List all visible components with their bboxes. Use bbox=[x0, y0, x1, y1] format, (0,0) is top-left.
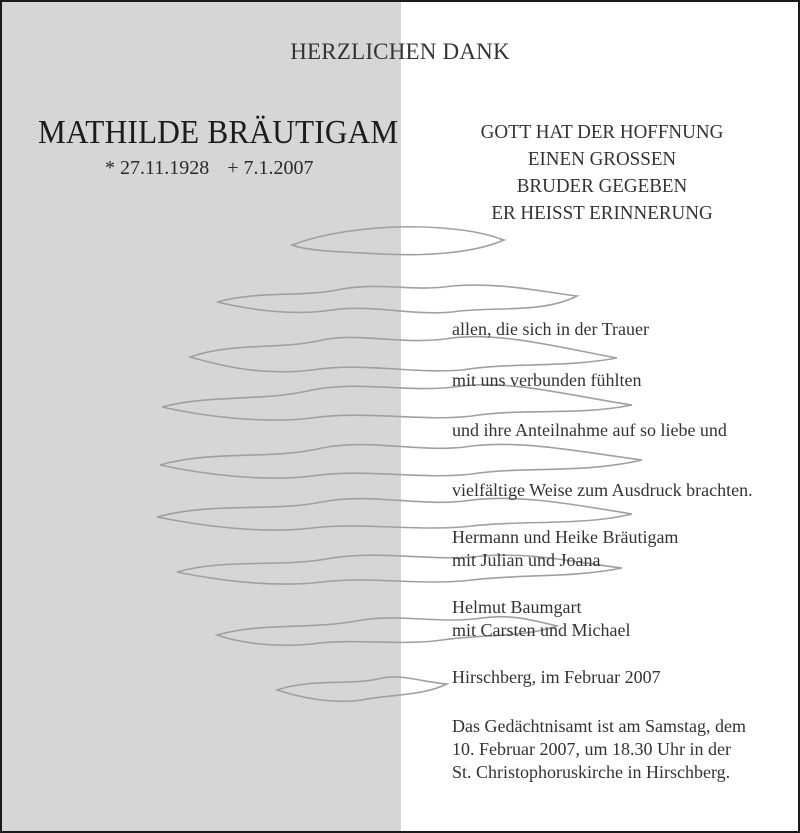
quote-line: GOTT HAT DER HOFFNUNG bbox=[480, 121, 724, 143]
thanks-line: und ihre Anteilnahme auf so liebe und bbox=[452, 420, 727, 440]
thanks-line: mit uns verbunden fühlten bbox=[452, 370, 642, 390]
birth-date: * 27.11.1928 bbox=[105, 157, 210, 179]
place-date: Hirschberg, im Februar 2007 bbox=[452, 667, 661, 687]
memorial-line: St. Christophoruskirche in Hirschberg. bbox=[452, 762, 731, 782]
family-signature bbox=[452, 526, 678, 572]
death-date: + 7.1.2007 bbox=[227, 157, 314, 179]
memorial-line: 10. Februar 2007, um 18.30 Uhr in der bbox=[452, 739, 731, 759]
memorial-line: Das Gedächtnisamt ist am Samstag, dem bbox=[452, 716, 746, 736]
family-name: Helmut Baumgart bbox=[452, 597, 582, 617]
family-members: mit Carsten und Michael bbox=[452, 620, 631, 640]
family-name: Hermann und Heike Bräutigam bbox=[452, 527, 679, 547]
quote-line: EINEN GROSSEN bbox=[527, 148, 677, 170]
quote-line: BRUDER GEGEBEN bbox=[516, 175, 688, 197]
life-dates bbox=[105, 157, 314, 180]
quote-block bbox=[441, 119, 764, 227]
family-signature bbox=[452, 596, 630, 642]
quote-line: ER HEISST ERINNERUNG bbox=[491, 202, 713, 224]
thanks-line: vielfältige Weise zum Ausdruck brachten. bbox=[452, 480, 753, 500]
page-heading: HERZLICHEN DANK bbox=[290, 39, 510, 64]
memorial-notice bbox=[452, 715, 746, 784]
thanks-line: allen, die sich in der Trauer bbox=[452, 319, 649, 339]
deceased-name: MATHILDE BRÄUTIGAM bbox=[38, 114, 399, 151]
family-members: mit Julian und Joana bbox=[452, 550, 601, 570]
